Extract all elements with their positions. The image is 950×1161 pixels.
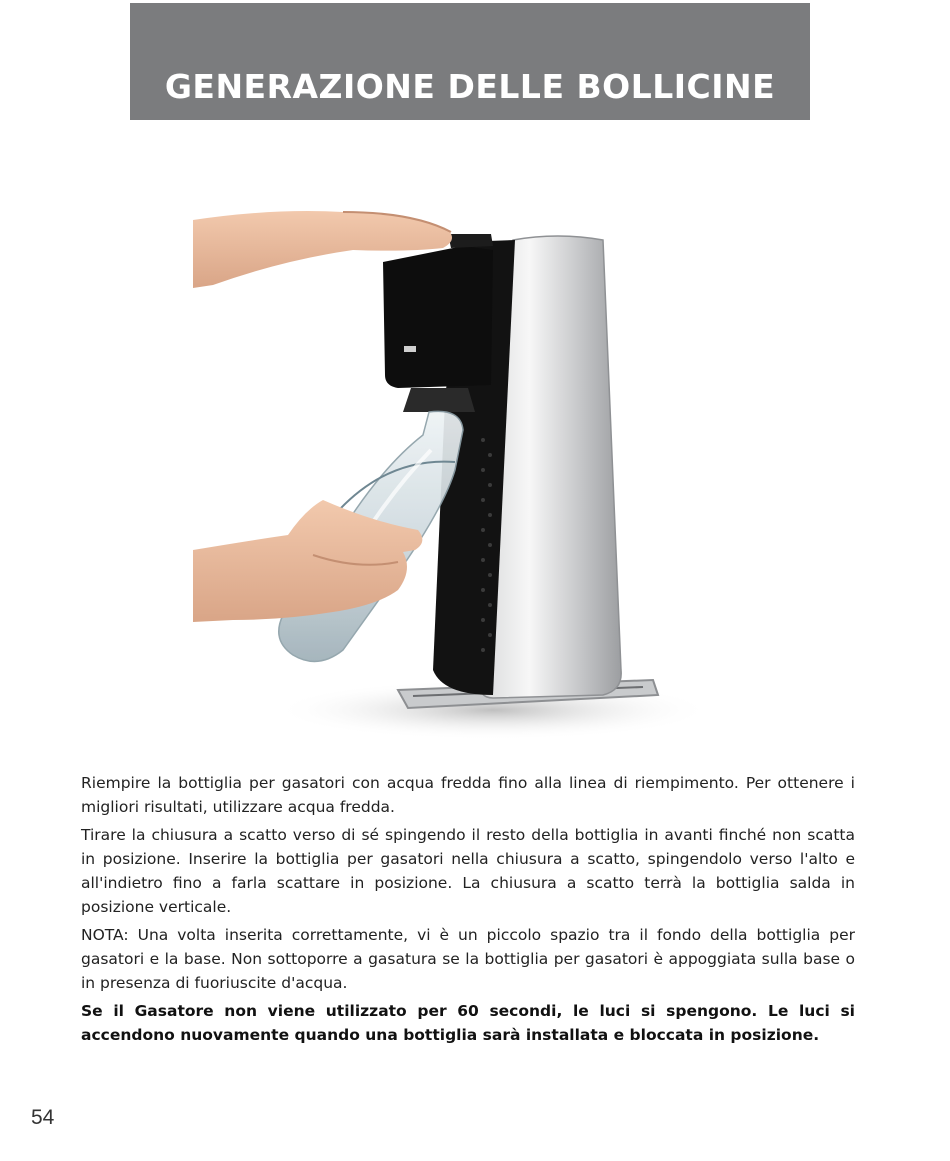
paragraph-note: NOTA: Una volta inserita correttamente, vi è un piccolo spazio tra il fondo della bottiglia per gasatori e la base. Non sottoporre a gasatura se la bottiglia per gasatori è appoggiata sulla base o in presenza di fuoriuscite d'acqua. [81,926,855,992]
logo-badge [404,346,416,352]
title-banner [130,3,810,120]
snap-lock [403,388,475,412]
product-photo [193,150,707,766]
carbonator-illustration [193,150,707,766]
instructions-text [81,771,855,1051]
paragraph-lights-bold: Se il Gasatore non viene utilizzato per 60 secondi, le luci si spengono. Le luci si accendono nuovamente quando una bottiglia sarà installata e bloccata in posizione. [81,1002,855,1044]
paragraph-fill-bottle: Riempire la bottiglia per gasatori con acqua fredda fino alla linea di riempimento. Per ottenere i migliori risultati, utilizzare acqua fredda. [81,774,855,816]
machine-head [383,246,493,388]
page-number: 54 [31,1106,55,1129]
page-title: GENERAZIONE DELLE BOLLICINE [164,67,776,106]
carbonation-button [448,234,493,248]
paragraph-insert-bottle: Tirare la chiusura a scatto verso di sé spingendo il resto della bottiglia in avanti finché non scatta in posizione. Inserire la bottiglia per gasatori nella chiusura a scatto, spingendolo verso l'alto e all'indietro fino a farla scattare in posizione. La chiusura a scatto terrà la bottiglia salda in posizione verticale. [81,826,855,916]
